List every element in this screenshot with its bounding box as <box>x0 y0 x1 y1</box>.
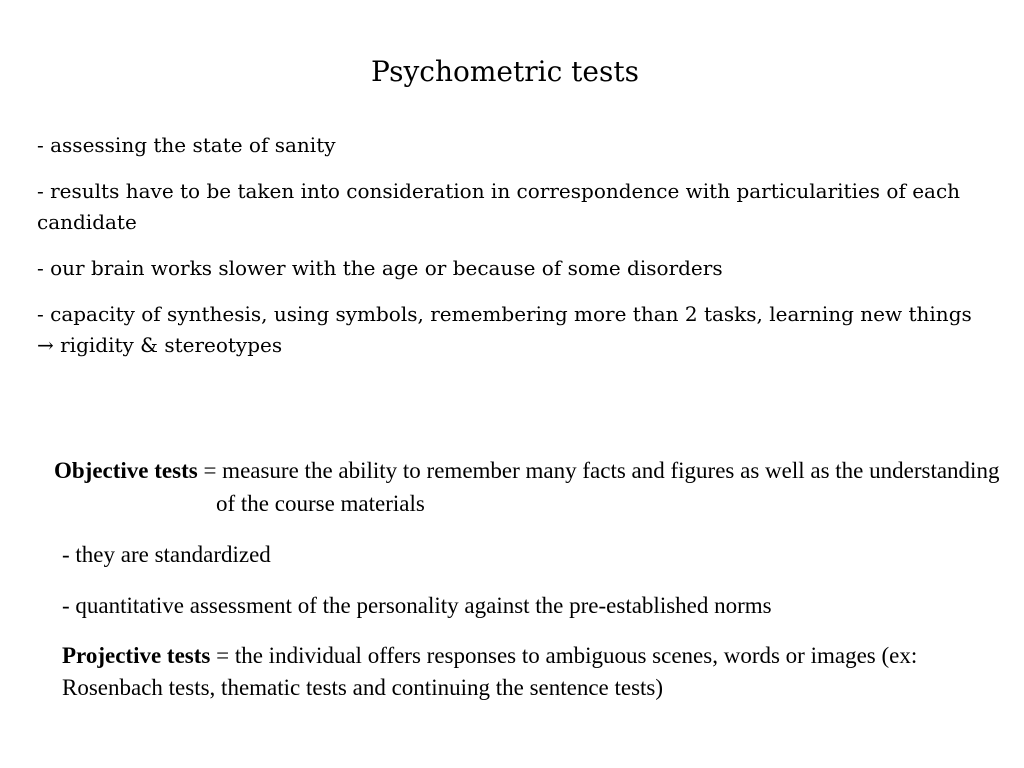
objective-point-quantitative: - quantitative assessment of the personality against the pre-established norms <box>62 593 772 618</box>
slide-title: Psychometric tests <box>371 55 639 88</box>
objective-tests-definition <box>54 454 1004 520</box>
intro-item-capacity: - capacity of synthesis, using symbols, remembering more than 2 tasks, learning new things → rigidity & stereotypes <box>37 302 972 357</box>
intro-item-brain: - our brain works slower with the age or because of some disorders <box>37 256 723 280</box>
objective-tests-term: Objective tests <box>54 458 198 483</box>
objective-point-standardized: - they are standardized <box>62 542 271 567</box>
projective-tests-definition <box>62 640 1004 704</box>
projective-tests-term: Projective tests <box>62 643 211 668</box>
intro-item-results: - results have to be taken into consideration in correspondence with particularities of each candidate <box>37 179 961 234</box>
objective-tests-text: = measure the ability to remember many facts and figures as well as the understanding of the course materials <box>197 458 1000 516</box>
intro-item-sanity: - assessing the state of sanity <box>37 133 336 157</box>
intro-list <box>37 130 987 376</box>
test-types <box>54 454 1004 704</box>
projective-tests-text: = the individual offers responses to ambiguous scenes, words or images (ex: Rosenbach tests, thematic tests and continuing the sentence tests) <box>62 643 918 700</box>
